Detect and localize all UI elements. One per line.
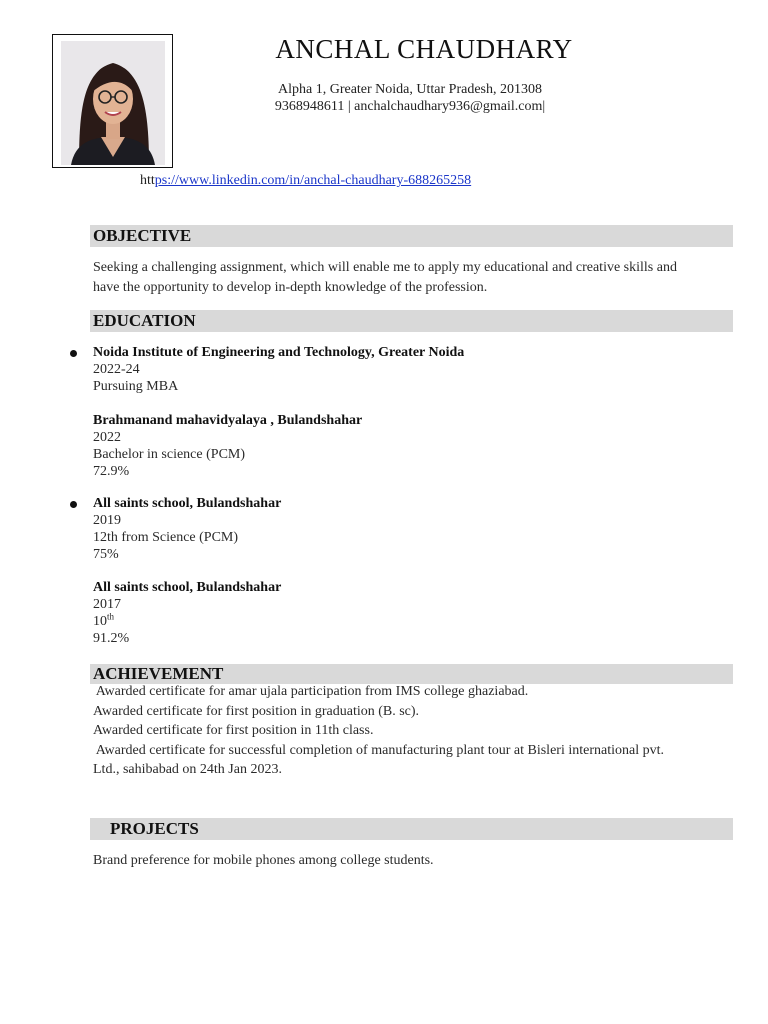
education-course: Pursuing MBA [93,379,179,394]
profile-photo [61,41,165,165]
achievement-item: Awarded certificate for successful completion of manufacturing plant tour at Bisleri international pvt. [93,742,664,758]
ordinal-suffix: th [107,611,115,622]
objective-text-line: have the opportunity to develop in-depth knowledge of the profession. [93,280,488,295]
bullet-icon [70,350,77,357]
achievement-item: Awarded certificate for amar ujala participation from IMS college ghaziabad. [93,684,529,699]
bullet-icon [70,501,77,508]
candidate-name: ANCHAL CHAUDHARY [275,34,573,64]
education-course: 10 [93,614,107,629]
education-course-line [93,613,733,630]
linkedin-line [140,172,471,190]
achievement-item: Awarded certificate for first position in 11th class. [93,723,374,738]
section-heading-achievement: ACHIEVEMENT [90,664,733,684]
education-year: 2017 [93,597,121,612]
education-year: 2022 [93,430,121,445]
section-heading-projects: PROJECTS [90,818,733,840]
achievement-item: Ltd., sahibabad on 24th Jan 2023. [93,762,282,777]
education-score: 72.9% [93,464,130,479]
education-institution: All saints school, Bulandshahar [93,496,282,511]
section-heading-objective: OBJECTIVE [90,225,733,247]
objective-text-line: Seeking a challenging assignment, which will enable me to apply my educational and creative skills and [93,260,677,275]
education-entry [93,495,733,563]
person-portrait-icon [61,41,165,165]
address: Alpha 1, Greater Noida, Uttar Pradesh, 201308 [278,82,542,97]
education-course: Bachelor in science (PCM) [93,447,246,462]
achievement-list [93,682,738,780]
education-score: 75% [93,547,119,562]
project-item: Brand preference for mobile phones among college students. [93,853,434,868]
linkedin-prefix: htt [140,173,155,188]
education-entry [93,412,733,480]
education-institution: Noida Institute of Engineering and Technology, Greater Noida [93,345,465,360]
education-score: 91.2% [93,631,130,646]
education-course: 12th from Science (PCM) [93,530,239,545]
education-year: 2019 [93,513,121,528]
section-heading-education: EDUCATION [90,310,733,332]
education-entry [93,579,733,647]
education-entry [93,344,733,395]
contact-info: 9368948611 | anchalchaudhary936@gmail.com| [274,99,546,114]
education-institution: All saints school, Bulandshahar [93,580,282,595]
education-institution: Brahmanand mahavidyalaya , Bulandshahar [93,413,363,428]
linkedin-link[interactable]: ps://www.linkedin.com/in/anchal-chaudhary-688265258 [154,173,472,188]
education-year: 2022-24 [93,362,140,377]
achievement-item: Awarded certificate for first position in graduation (B. sc). [93,703,420,719]
objective-text [93,258,738,298]
profile-photo-frame [52,34,173,168]
